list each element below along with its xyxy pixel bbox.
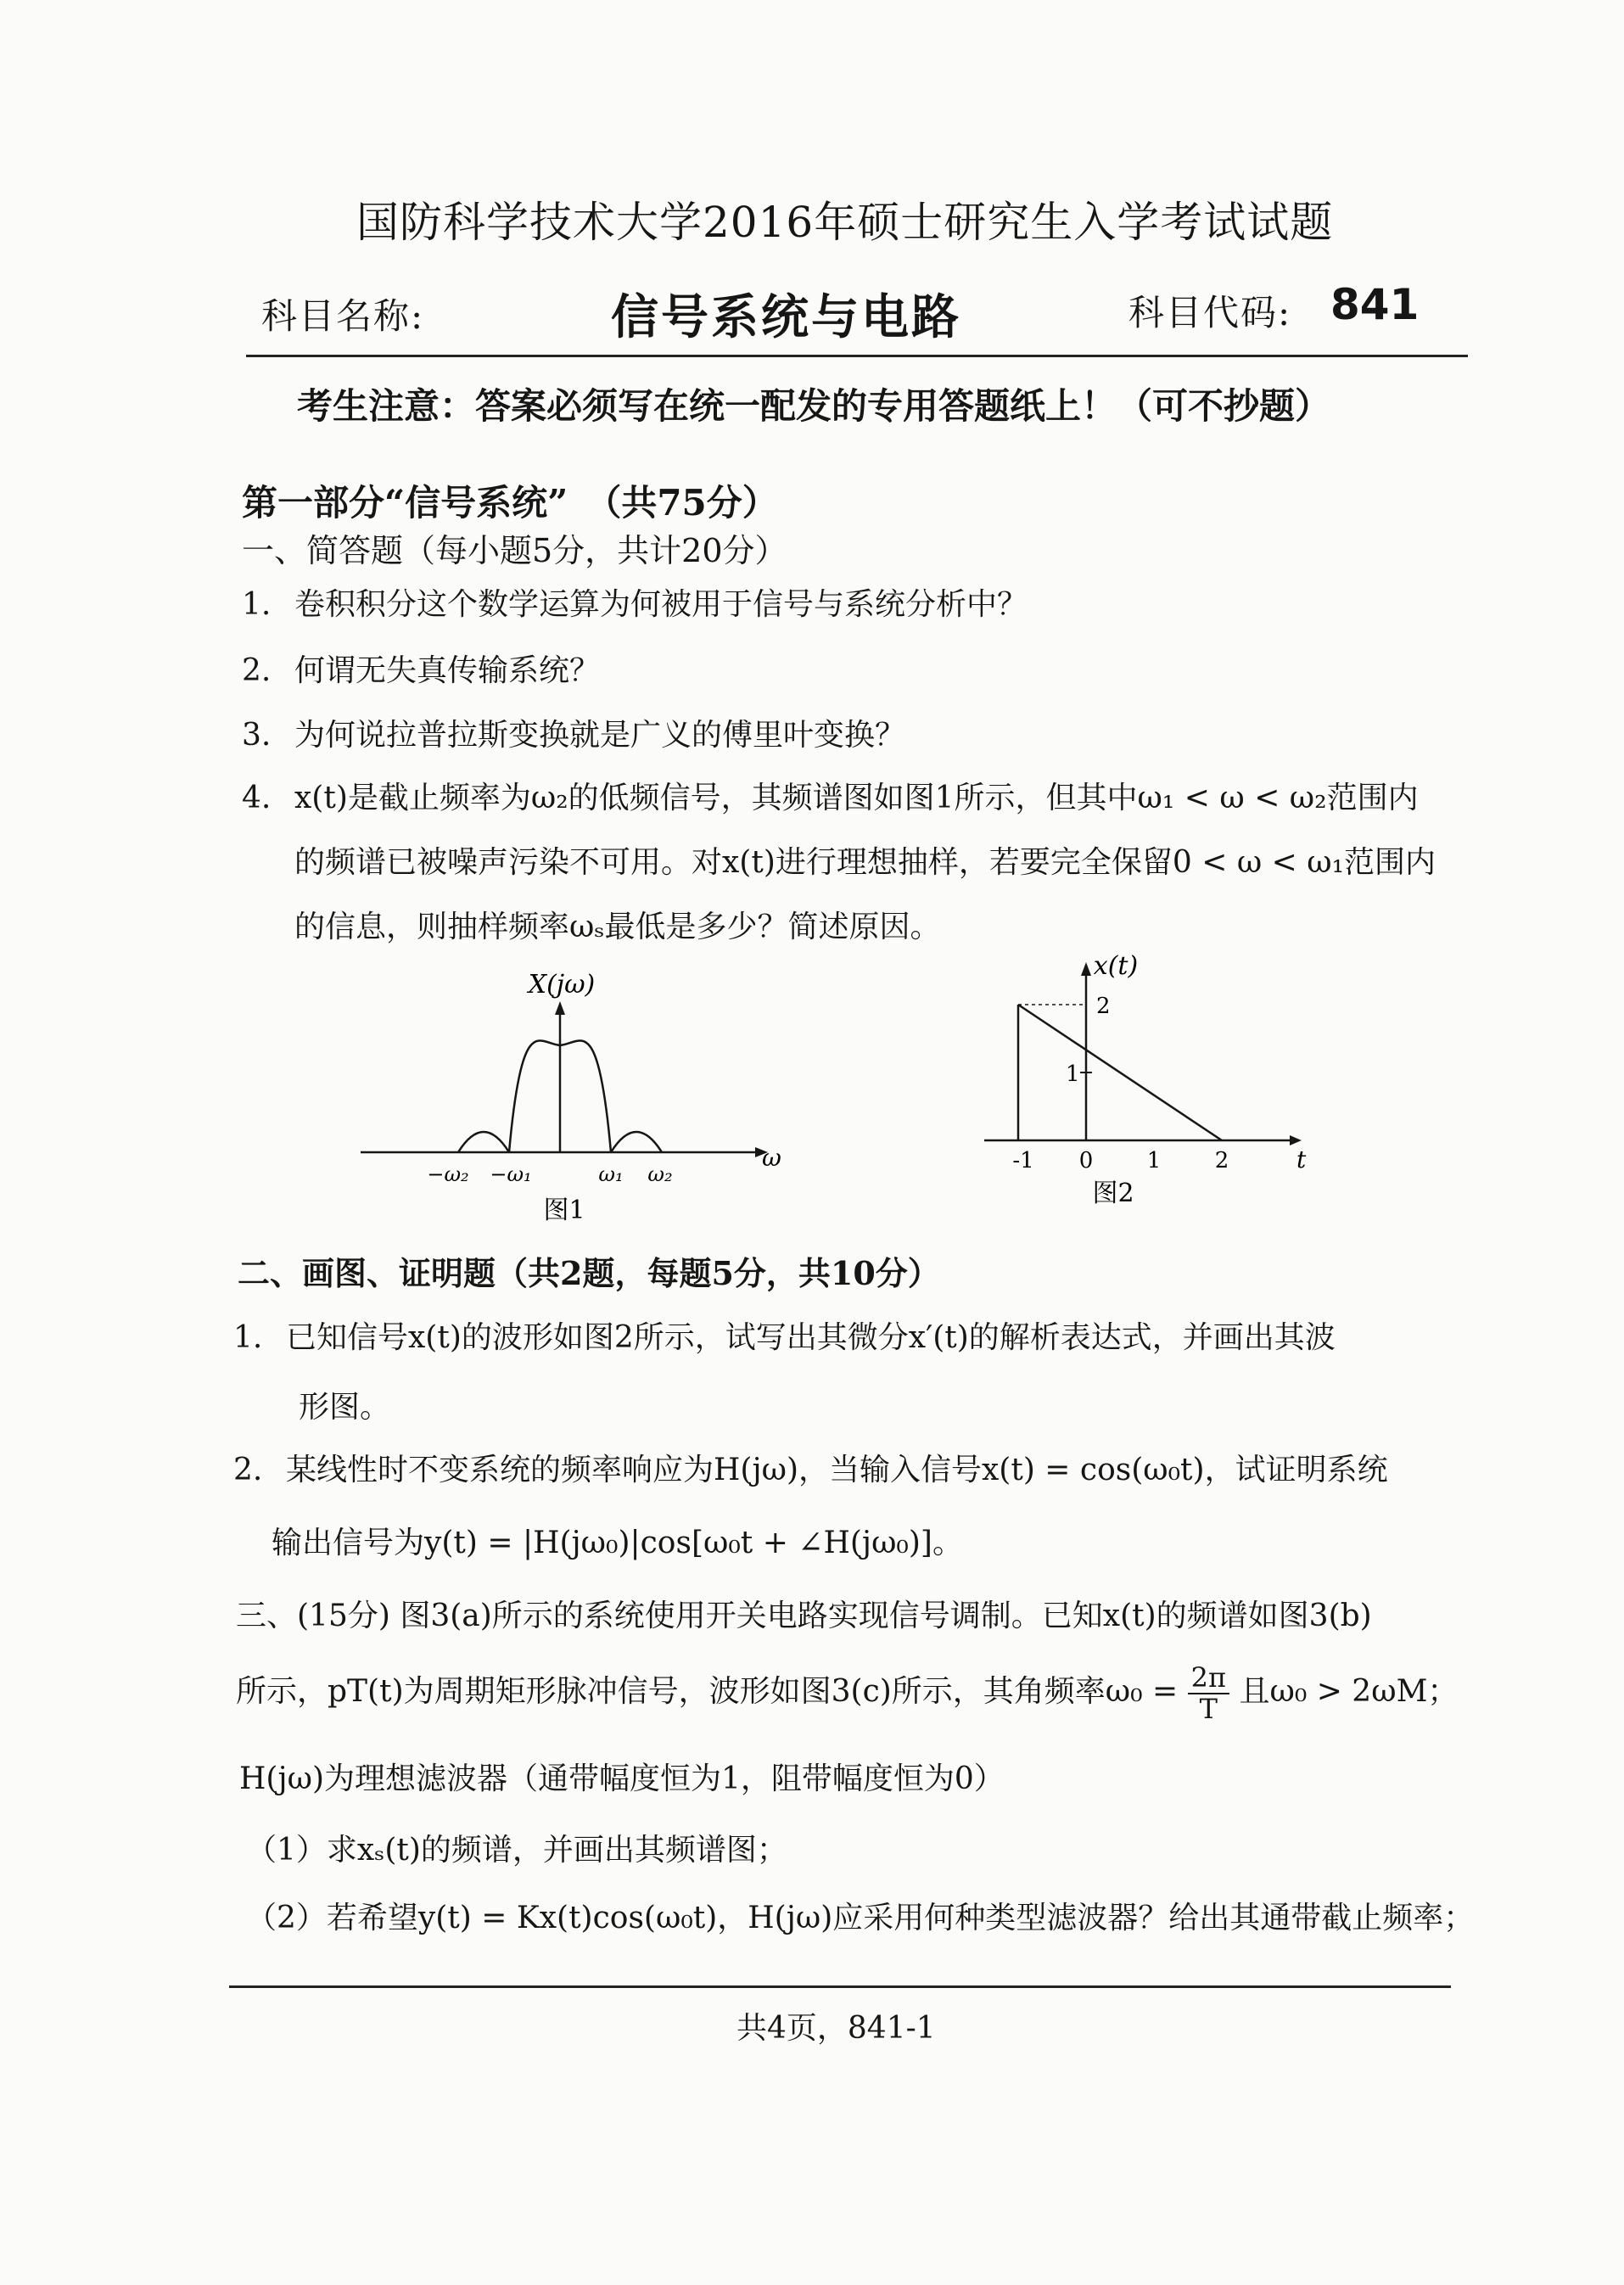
question-text: 何谓无失真传输系统？	[294, 653, 601, 688]
figure-1-tick: −ω₂	[427, 1162, 469, 1186]
question-number: 1.	[233, 1320, 263, 1355]
figure-2-x-tick-label: 2	[1214, 1148, 1229, 1173]
figure-2-y-tick-label: 2	[1096, 994, 1111, 1019]
subject-label: 科目名称:	[261, 295, 425, 337]
section1-title: 一、简答题（每小题5分，共计20分）	[242, 532, 787, 569]
figure-1-spectrum	[348, 959, 789, 1230]
section2-title: 二、画图、证明题（共2题，每题5分，共10分）	[238, 1254, 940, 1292]
figure-1-tick: ω₂	[647, 1162, 673, 1186]
s2-question-2-line1	[233, 1446, 1388, 1489]
section3-item1: （1）求xₛ(t)的频谱，并画出其频谱图；	[246, 1833, 787, 1868]
question-number: 2.	[233, 1453, 263, 1487]
exam-title: 国防科学技术大学2016年硕士研究生入学考试试题	[356, 198, 1334, 247]
s1-question-1	[242, 580, 1028, 624]
section3-line3: H(jω)为理想滤波器（通带幅度恒为1，阻带幅度恒为0）	[239, 1761, 1005, 1796]
subject-name: 信号系统与电路	[611, 289, 961, 345]
section3-item2: （2）若希望y(t) = Kx(t)cos(ω₀t)，H(jω)应采用何种类型滤波器？给出其通带截止频率；	[246, 1901, 1475, 1935]
question-number: 2.	[242, 653, 272, 688]
question-number: 4.	[242, 781, 272, 815]
section3-line1: 三、(15分) 图3(a)所示的系统使用开关电路实现信号调制。已知x(t)的频谱如图3(b)	[236, 1599, 1372, 1633]
subject-code-value: 841	[1330, 280, 1420, 329]
figure-2-t-arrow	[1290, 1135, 1302, 1145]
question-number: 3.	[242, 718, 272, 753]
figure-1-y-arrow	[555, 1001, 565, 1015]
fraction-denominator: T	[1199, 1693, 1218, 1726]
figure-2-caption: 图2	[1092, 1179, 1134, 1208]
s2-question-1-line1	[233, 1313, 1336, 1357]
figure-1-xlabel: ω	[762, 1144, 781, 1172]
figure-2-ylabel: x(t)	[1093, 951, 1139, 981]
question-text: 卷积积分这个数学运算为何被用于信号与系统分析中？	[294, 587, 1028, 622]
fraction-numerator: 2π	[1188, 1663, 1229, 1694]
section3-line2-condition: 且ω₀ > 2ωM；	[1239, 1674, 1459, 1710]
omega0-fraction	[1188, 1663, 1229, 1724]
subject-code-label: 科目代码:	[1128, 292, 1292, 333]
exam-notice: 考生注意：答案必须写在统一配发的专用答题纸上！（可不抄题）	[297, 385, 1331, 427]
header-divider	[246, 355, 1468, 357]
figure-2-x-tick-label: -1	[1012, 1148, 1034, 1173]
section3-line2	[236, 1663, 1458, 1724]
question-text: 为何说拉普拉斯变换就是广义的傅里叶变换？	[294, 718, 906, 753]
section3-line2-text: 所示，pT(t)为周期矩形脉冲信号，波形如图3(c)所示，其角频率ω₀ =	[236, 1674, 1179, 1710]
figure-1-caption: 图1	[543, 1196, 585, 1225]
part1-title: 第一部分“信号系统” （共75分）	[242, 482, 778, 524]
figure-1-tick: ω₁	[598, 1162, 624, 1186]
footer-divider	[229, 1985, 1451, 1988]
figure-1-sidelobe-right	[611, 1132, 662, 1152]
figure-1-sidelobe-left	[458, 1132, 509, 1152]
question-text: 已知信号x(t)的波形如图2所示，试写出其微分x′(t)的解析表达式，并画出其波	[286, 1320, 1336, 1355]
figure-2-x-tick-label: 0	[1078, 1148, 1094, 1173]
s1-question-4-line1	[242, 774, 1419, 817]
s1-question-2	[242, 647, 600, 690]
figure-1-ylabel: X(jω)	[528, 970, 596, 1000]
page-footer: 共4页，841-1	[736, 2011, 936, 2046]
s1-question-4-line2: 的频谱已被噪声污染不可用。对x(t)进行理想抽样，若要完全保留0 < ω < ω₁范围内	[294, 845, 1436, 880]
figure-2-waveform	[950, 950, 1324, 1222]
figure-2-ramp	[1018, 1005, 1222, 1140]
figure-2-y-arrow	[1081, 962, 1091, 976]
figure-2-xlabel: t	[1296, 1145, 1307, 1173]
question-number: 1.	[242, 587, 272, 622]
s1-question-4-line3: 的信息，则抽样频率ωₛ最低是多少？简述原因。	[294, 910, 941, 944]
s2-question-1-line2: 形图。	[299, 1390, 391, 1425]
figure-1-tick: −ω₁	[490, 1162, 532, 1186]
s2-question-2-line2: 输出信号为y(t) = |H(jω₀)|cos[ω₀t + ∠H(jω₀)]。	[272, 1526, 963, 1560]
question-text: 某线性时不变系统的频率响应为H(jω)，当输入信号x(t) = cos(ω₀t)，试证明系统	[286, 1453, 1388, 1487]
figure-2-y-tick-label: 1	[1066, 1061, 1080, 1087]
figure-2-x-tick-label: 1	[1146, 1148, 1162, 1173]
question-text: x(t)是截止频率为ω₂的低频信号，其频谱图如图1所示，但其中ω₁ < ω < ω₂范围内	[294, 781, 1419, 815]
s1-question-3	[242, 711, 905, 754]
